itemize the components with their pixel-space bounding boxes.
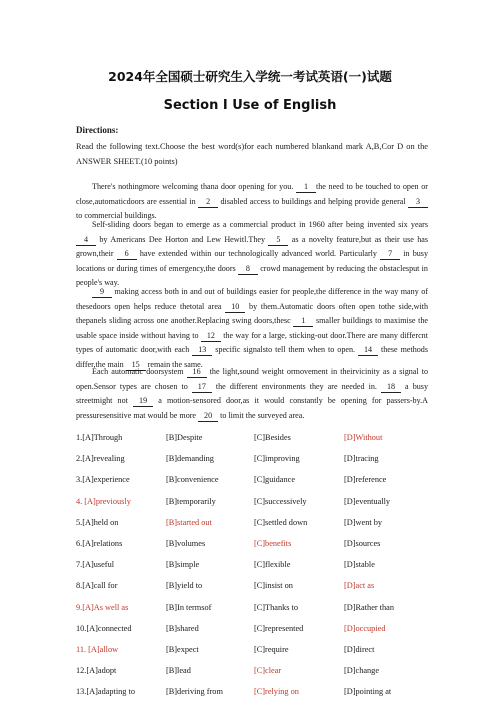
option-d[interactable]: [D]went by — [344, 517, 383, 527]
passage-text: smaller buildings to maximise the usable space inside without having to — [76, 316, 428, 340]
exam-title: 2024年全国硕士研究生入学统一考试英语(一)试题 — [108, 69, 392, 84]
answer-options — [76, 433, 436, 708]
blank-16: 16 — [187, 366, 207, 378]
passage-text: by Americans Dee Horton and Lew Hewitl.They — [99, 234, 266, 244]
option-a[interactable]: 9.[A]As well as — [76, 602, 129, 612]
question-row — [76, 687, 436, 708]
passage-text: a motion-sensored door,as it would constantly be opening for passers-by.A pressuresensitive mat would be more — [76, 396, 428, 420]
passage-text: the different environments they are needed in. — [215, 381, 377, 391]
passage-text: disabled access to buildings and helping provide general — [220, 196, 406, 206]
option-b[interactable]: [B]expect — [166, 644, 199, 654]
passage-text: a busy streetmight not — [76, 381, 428, 406]
option-c[interactable]: [C]represented — [254, 623, 304, 633]
option-c[interactable]: [C]Thanks to — [254, 602, 299, 612]
passage-text: Self-sliding doors began to emerge as a commercial product in 1960 after being invented six years — [92, 220, 428, 229]
option-d[interactable]: [D]change — [344, 666, 380, 676]
blank-18: 18 — [381, 381, 401, 393]
option-d[interactable]: [D]occupied — [344, 623, 386, 633]
option-b[interactable]: [B]convenience — [166, 475, 219, 485]
passage-text: There's nothingmore welcoming thana door opening for you. — [92, 182, 294, 191]
passage-text: to commercial buildings. — [76, 211, 157, 221]
option-b[interactable]: [B]started out — [166, 517, 212, 527]
passage-text: the way for a large, sticking-out door.There are many differcnt types of automatic door,with each — [76, 330, 428, 355]
question-row — [76, 645, 436, 666]
passage-text: remain the same. — [147, 359, 203, 369]
blank-7: 7 — [380, 248, 400, 260]
passage-text: to limit the surveyed area. — [220, 410, 305, 420]
directions-label: Directions: — [76, 125, 119, 135]
passage-paragraph-2 — [76, 218, 428, 291]
blank-12: 12 — [201, 330, 221, 342]
question-row — [76, 433, 436, 454]
option-a[interactable]: 3.[A]experience — [76, 475, 130, 485]
passage-text: have extended within our technologically advanced world. Particularly — [139, 249, 377, 259]
blank-4: 4 — [76, 234, 96, 246]
blank-13: 13 — [192, 344, 212, 356]
option-a[interactable]: 7.[A]useful — [76, 560, 115, 570]
question-row — [76, 497, 436, 518]
option-b[interactable]: [B]In termsof — [166, 602, 212, 612]
option-c[interactable]: [C]insist on — [254, 581, 293, 591]
option-b[interactable]: [B]simple — [166, 560, 200, 570]
option-c[interactable]: [C]clear — [254, 666, 282, 676]
passage-text: the light,sound weight ormovement in theirvicinity as a signal to open.Sensor types are chosen to — [76, 367, 428, 391]
option-c[interactable]: [C]flexible — [254, 560, 291, 570]
option-d[interactable]: [D]stable — [344, 560, 375, 570]
blank-14: 14 — [358, 344, 378, 356]
question-row — [76, 624, 436, 645]
option-c[interactable]: [C]settled down — [254, 517, 308, 527]
option-c[interactable]: [C]benefits — [254, 538, 292, 548]
question-row — [76, 475, 436, 496]
option-d[interactable]: [D]Rather than — [344, 602, 394, 612]
option-b[interactable]: [B]volumes — [166, 538, 206, 548]
passage-text: by them.Automatic doors often open tothe side,with thepanels sliding across one another.Replacing swing doors,thesc — [76, 301, 429, 326]
option-a[interactable]: 13.[A]adapting to — [76, 687, 135, 697]
question-row — [76, 581, 436, 602]
passage-text: as a novelty feature,but as their use has grown,their — [76, 234, 428, 259]
option-d[interactable]: [D]Without — [344, 433, 383, 442]
option-b[interactable]: [B]demanding — [166, 454, 214, 464]
directions-text: Read the following text.Choose the best word(s)for each numbered blankand mark A,B,Cor D on the ANSWER SHEET.(10 points) — [76, 142, 428, 166]
option-d[interactable]: [D]tracing — [344, 454, 379, 464]
option-a[interactable]: 12.[A]adopt — [76, 666, 117, 676]
blank-1: 1 — [296, 181, 316, 193]
option-b[interactable]: [B]lead — [166, 666, 191, 676]
option-b[interactable]: [B]shared — [166, 623, 199, 633]
option-c[interactable]: [C]successively — [254, 496, 307, 506]
section-title: Section I Use of English — [163, 98, 337, 113]
blank-5: 5 — [268, 234, 288, 246]
option-a[interactable]: 4. [A]previously — [76, 496, 131, 506]
option-a[interactable]: 11. [A]allow — [76, 644, 119, 654]
question-row — [76, 560, 436, 581]
passage-text: making access both in and out of buildings easier for people,the difference in the way many of thesedoors open helps reduce thetotal area — [76, 287, 428, 311]
question-row — [76, 666, 436, 687]
option-c[interactable]: [C]require — [254, 644, 289, 654]
blank-3: 3 — [408, 196, 428, 208]
option-a[interactable]: 1.[A]Through — [76, 433, 123, 442]
option-d[interactable]: [D]act as — [344, 581, 375, 591]
passage-paragraph-4 — [76, 365, 428, 423]
blank-11: 1 — [293, 315, 313, 327]
blank-8: 8 — [238, 263, 258, 275]
passage-text: in busy locations or during times of emergency,the doors — [76, 249, 428, 273]
passage-text: Each automatic doorsystem — [92, 367, 184, 376]
question-row — [76, 454, 436, 475]
option-a[interactable]: 8.[A]call for — [76, 581, 118, 591]
blank-10: 10 — [225, 301, 245, 313]
option-d[interactable]: [D]eventually — [344, 496, 391, 506]
blank-2: 2 — [198, 196, 218, 208]
option-c[interactable]: [C]Besides — [254, 433, 291, 442]
question-row — [76, 518, 436, 539]
option-b[interactable]: [B]deriving from — [166, 687, 223, 697]
passage-text: specific signalsto tell them when to open. — [215, 345, 356, 355]
passage-text: these methods differ,the main — [76, 345, 428, 369]
blank-6: 6 — [117, 248, 137, 260]
option-a[interactable]: 5.[A]held on — [76, 517, 119, 527]
option-a[interactable]: 10.[A]connected — [76, 623, 132, 633]
option-a[interactable]: 2.[A]revealing — [76, 454, 125, 464]
passage-paragraph-3 — [76, 285, 428, 373]
option-a[interactable]: 6.[A]relations — [76, 538, 123, 548]
blank-9: 9 — [92, 286, 112, 298]
option-d[interactable]: [D]pointing at — [344, 687, 392, 697]
option-b[interactable]: [B]Despite — [166, 433, 203, 442]
blank-15: 15 — [126, 359, 146, 371]
option-d[interactable]: [D]reference — [344, 475, 387, 485]
option-c[interactable]: [C]improving — [254, 454, 300, 464]
question-row — [76, 603, 436, 624]
option-d[interactable]: [D]direct — [344, 644, 375, 654]
blank-20: 20 — [198, 410, 218, 422]
option-b[interactable]: [B]yield to — [166, 581, 203, 591]
option-b[interactable]: [B]temporarily — [166, 496, 216, 506]
passage-text: the need to be touched to open or close,automaticdoors are essential in — [76, 182, 428, 206]
passage-text: crowd management by reducing the obstaclesput in people's way. — [76, 263, 428, 288]
option-c[interactable]: [C]relying on — [254, 687, 299, 697]
question-row — [76, 539, 436, 560]
option-c[interactable]: [C]guidance — [254, 475, 296, 485]
blank-19: 19 — [133, 395, 153, 407]
option-d[interactable]: [D]sources — [344, 538, 381, 548]
blank-17: 17 — [192, 381, 212, 393]
